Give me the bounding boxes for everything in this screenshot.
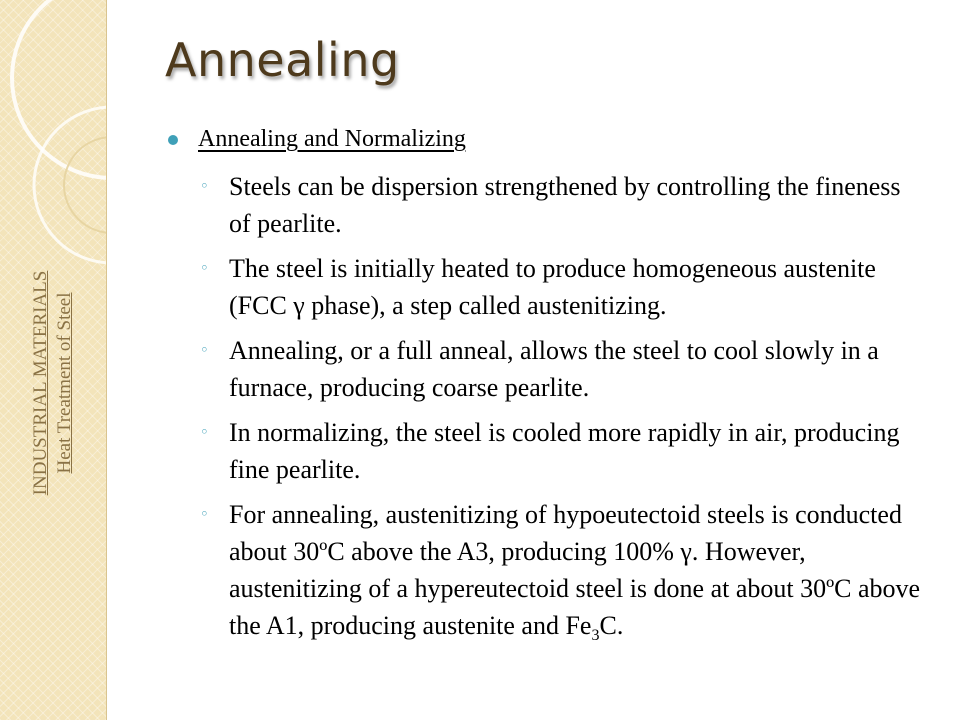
sub-bullet-list [168, 168, 928, 654]
sidebar-course-name: INDUSTRIAL MATERIALS [30, 270, 51, 496]
slide-content [168, 118, 928, 654]
heading-text: Annealing and Normalizing [198, 126, 466, 152]
list-item [168, 168, 928, 242]
sidebar-topic-name: Heat Treatment of Steel [54, 292, 75, 474]
list-item [168, 496, 928, 654]
sidebar-vertical-caption [29, 271, 77, 496]
list-item [168, 332, 928, 406]
list-item-text: In normalizing, the steel is cooled more rapidly in air, producing fine pearlite. [229, 418, 900, 484]
ring-bullet-icon: ◦ [200, 177, 209, 195]
formula-tail: C. [599, 611, 624, 640]
list-item-text: For annealing, austenitizing of hypoeutectoid steels is conducted about 30ºC above the A3, producing 100% γ. However, austenitizing of a hypereutectoid steel is done at about 30ºC above the A1, producing austenite and Fe [229, 500, 921, 640]
side-panel [0, 0, 107, 720]
bullet-heading [168, 118, 928, 160]
list-item [168, 414, 928, 488]
bullet-dot-icon [168, 135, 178, 145]
list-item-text: Steels can be dispersion strengthened by controlling the fineness of pearlite. [229, 172, 901, 238]
ring-bullet-icon: ◦ [200, 341, 209, 359]
list-item [168, 250, 928, 324]
ring-bullet-icon: ◦ [200, 505, 209, 523]
ring-bullet-icon: ◦ [200, 259, 209, 277]
ring-bullet-icon: ◦ [200, 423, 209, 441]
list-item-text: The steel is initially heated to produce homogeneous austenite (FCC γ phase), a step called austenitizing. [229, 254, 876, 320]
slide-title: Annealing [165, 33, 400, 87]
list-item-text: Annealing, or a full anneal, allows the steel to cool slowly in a furnace, producing coarse pearlite. [229, 336, 879, 402]
formula-subscript: 3 [591, 627, 600, 645]
